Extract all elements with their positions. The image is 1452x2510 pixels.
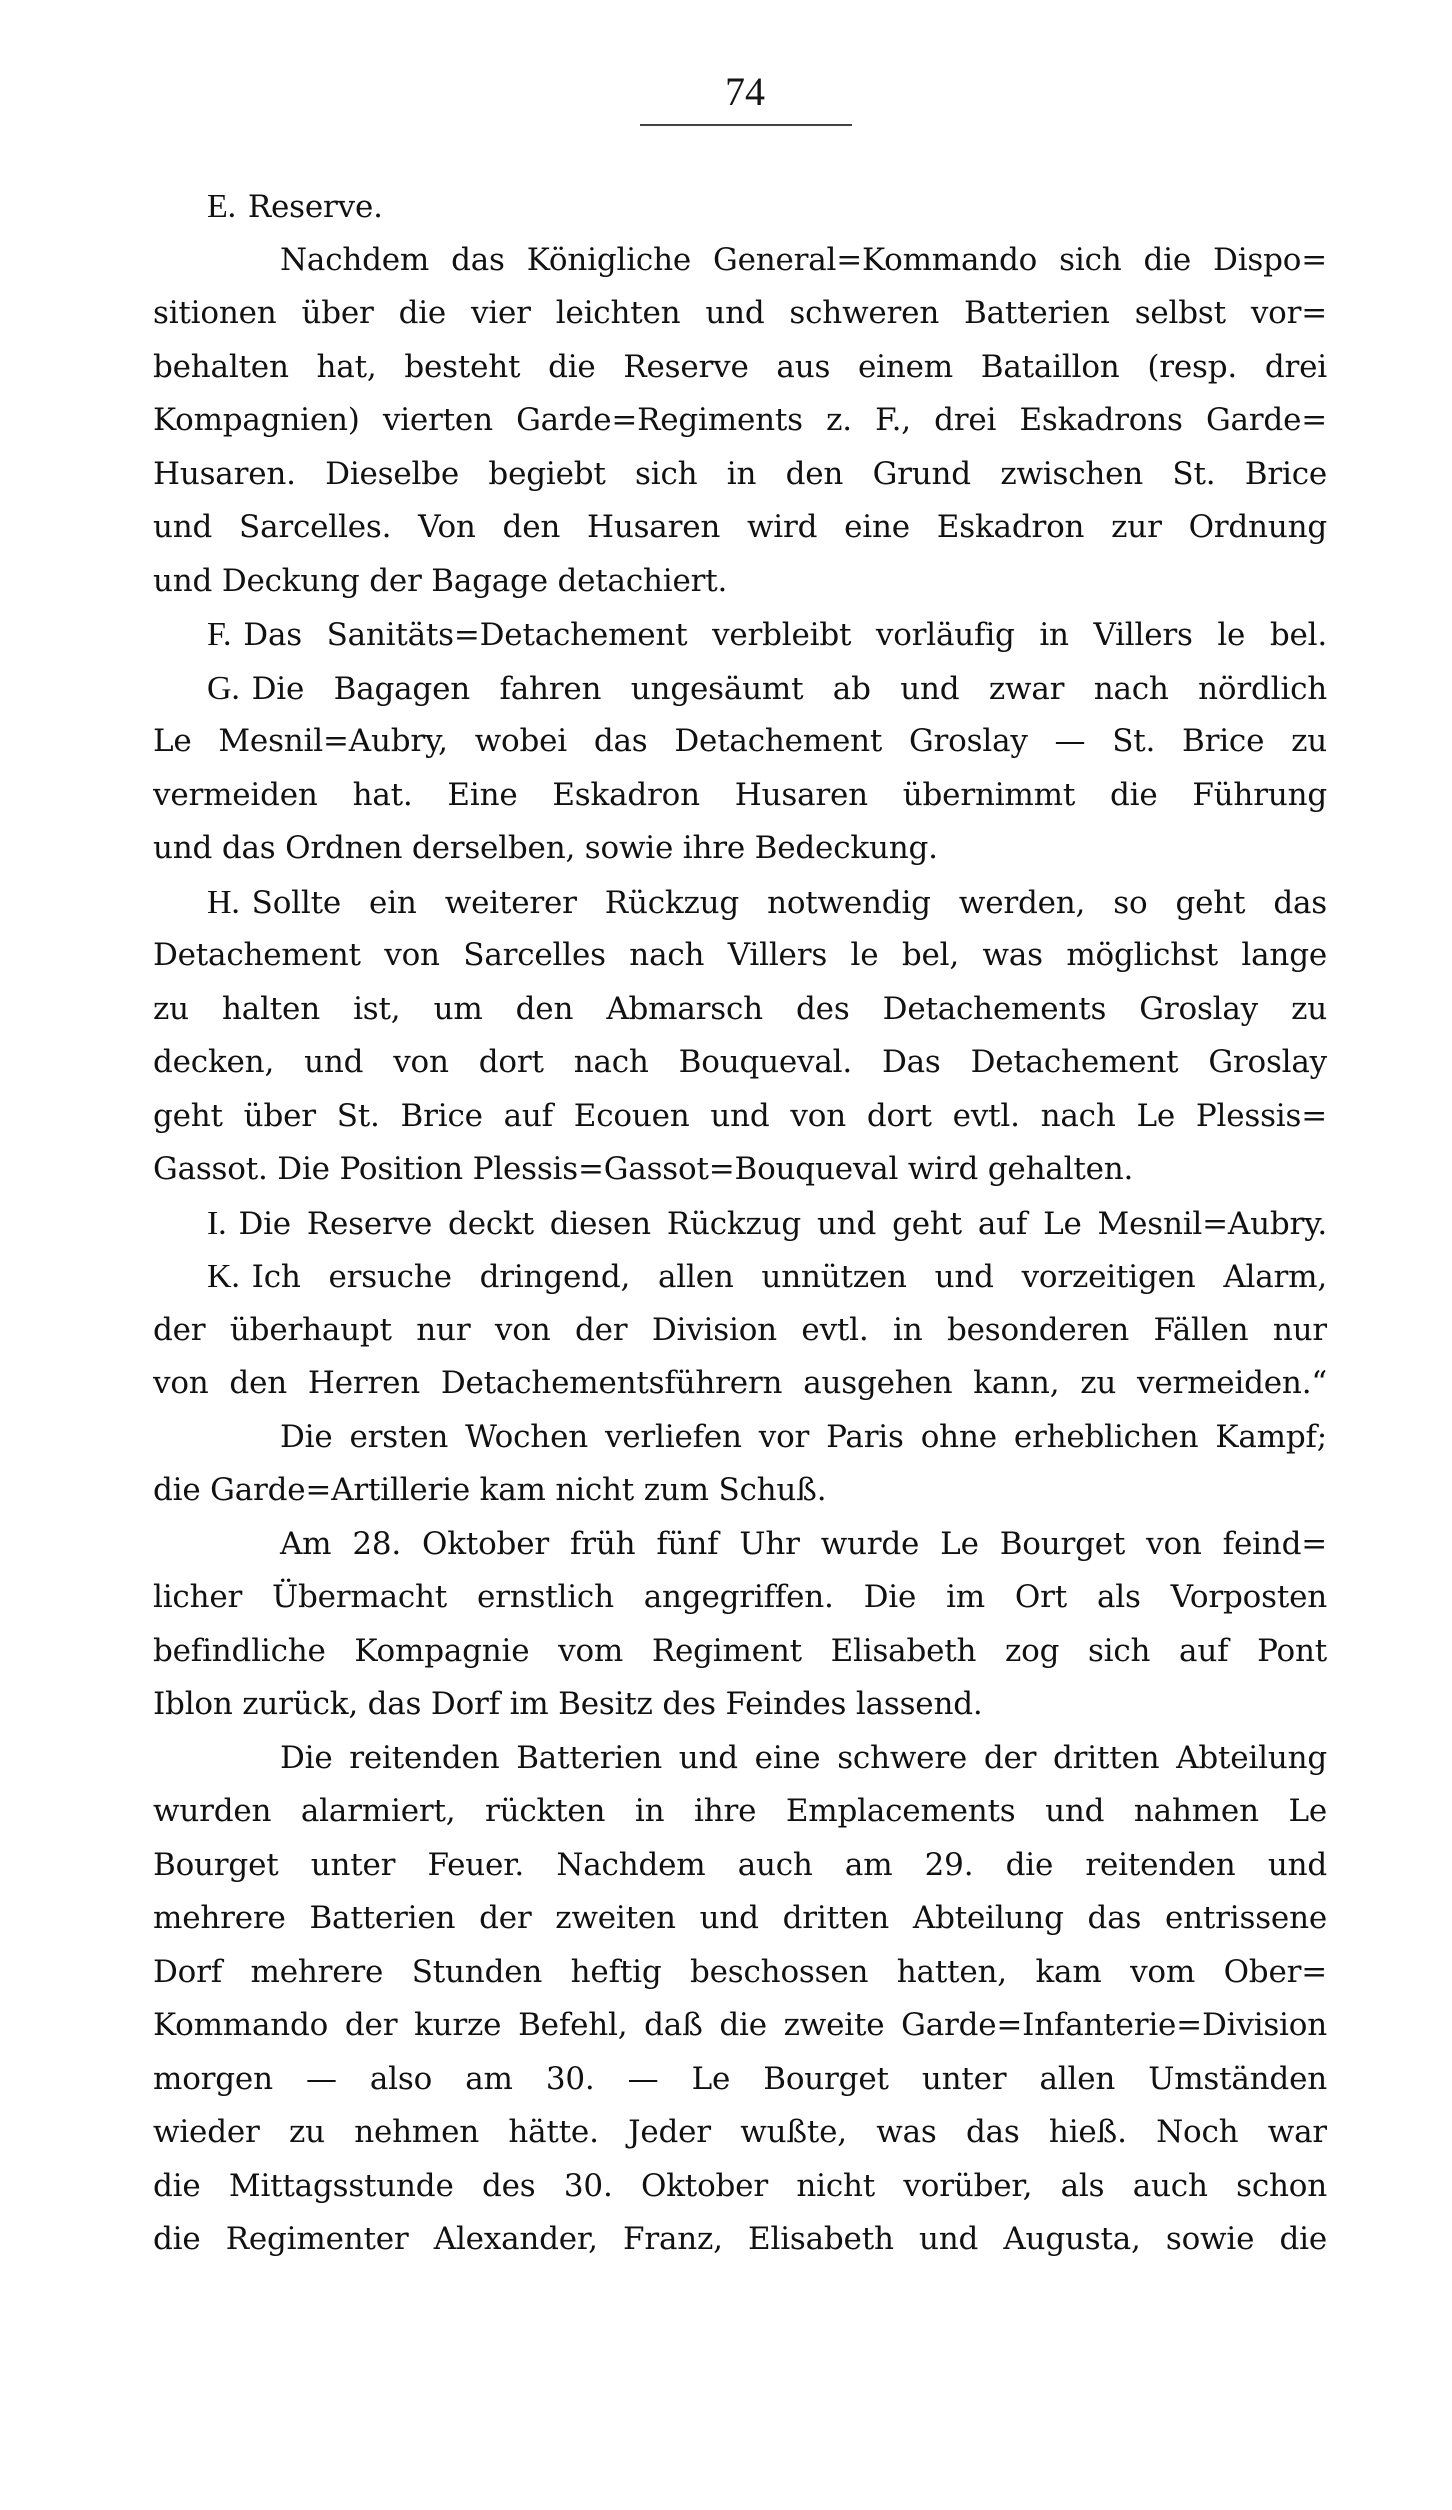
line-text: decken, und von dort nach Bouqueval. Das Detachement Groslay [153, 1044, 1327, 1080]
text-line [153, 1411, 1327, 1465]
line-text: befindliche Kompagnie vom Regiment Elisabeth zog sich auf Pont [153, 1632, 1327, 1669]
line-text: Le Mesnil=Aubry, wobei das Detachement Groslay — St. Brice zu [153, 723, 1327, 759]
text-line [153, 1999, 1327, 2053]
line-text: morgen — also am 30. — Le Bourget unter allen Umständen [153, 2060, 1327, 2097]
line-text: Dorf mehrere Stunden heftig beschossen hatten, kam vom Ober= [153, 1953, 1327, 1990]
text-line [153, 234, 1327, 288]
line-text: Nachdem das Königliche General=Kommando sich die Dispo= [280, 241, 1327, 278]
line-text: und das Ordnen derselben, sowie ihre Bedeckung. [153, 830, 938, 866]
text-line [153, 1197, 1327, 1251]
text-line [153, 715, 1327, 769]
line-text: die Mittagsstunde des 30. Oktober nicht vorüber, als auch schon [153, 2167, 1327, 2204]
line-text: von den Herren Detachementsführern ausgehen kann, zu vermeiden.“ [153, 1365, 1327, 1401]
line-text: Das Sanitäts=Detachement verbleibt vorläufig in Villers le bel. [243, 617, 1327, 653]
section-e [153, 180, 1327, 608]
line-text: wurden alarmiert, rückten in ihre Emplacements und nahmen Le [153, 1793, 1327, 1829]
text-line [153, 662, 1327, 716]
line-text: Die ersten Wochen verliefen vor Paris ohne erheblichen Kampf; [280, 1418, 1327, 1455]
line-text: die Regimenter Alexander, Franz, Elisabeth und Augusta, sowie die [153, 2221, 1327, 2257]
body-text [153, 180, 1327, 2267]
line-text: zu halten ist, um den Abmarsch des Detachements Groslay zu [153, 990, 1327, 1027]
text-line [153, 1625, 1327, 1679]
section-i [153, 1197, 1327, 1251]
line-text: behalten hat, besteht die Reserve aus einem Bataillon (resp. drei [153, 348, 1327, 385]
paragraph [153, 1732, 1327, 2267]
text-line [153, 448, 1327, 502]
line-text: die Garde=Artillerie kam nicht zum Schuß. [153, 1472, 827, 1508]
header-rule [640, 124, 852, 126]
text-line [153, 341, 1327, 395]
text-line [153, 1518, 1327, 1572]
text-line [153, 1678, 1327, 1732]
line-text: Kompagnien) vierten Garde=Regiments z. F., drei Eskadrons Garde= [153, 402, 1327, 438]
text-line [153, 555, 1327, 609]
text-line [153, 876, 1327, 930]
line-text: sitionen über die vier leichten und schweren Batterien selbst vor= [153, 295, 1327, 331]
text-line [153, 1839, 1327, 1893]
text-line [153, 1143, 1327, 1197]
text-line [153, 394, 1327, 448]
section-h [153, 876, 1327, 1197]
section-g [153, 662, 1327, 876]
text-line [153, 608, 1327, 662]
text-line [153, 1892, 1327, 1946]
text-line [153, 929, 1327, 983]
line-text: Die reitenden Batterien und eine schwere der dritten Abteilung [280, 1739, 1327, 1776]
line-text: und Sarcelles. Von den Husaren wird eine Eskadron zur Ordnung [153, 509, 1327, 545]
line-text: Die Bagagen fahren ungesäumt ab und zwar nach nördlich [251, 670, 1327, 707]
item-label: K. [207, 1258, 240, 1295]
text-line [153, 1357, 1327, 1411]
line-text: Detachement von Sarcelles nach Villers le bel, was möglichst lange [153, 937, 1327, 973]
line-text: und Deckung der Bagage detachiert. [153, 562, 728, 599]
text-line [153, 2053, 1327, 2107]
line-text: Sollte ein weiterer Rückzug notwendig werden, so geht das [251, 884, 1327, 921]
line-text: Gassot. Die Position Plessis=Gassot=Bouqueval wird gehalten. [153, 1151, 1134, 1187]
text-line [153, 2213, 1327, 2267]
text-line [153, 287, 1327, 341]
item-label: H. [207, 883, 240, 921]
line-text: Iblon zurück, das Dorf im Besitz des Feindes lassend. [153, 1686, 983, 1722]
text-line [153, 1036, 1327, 1090]
line-text: vermeiden hat. Eine Eskadron Husaren übernimmt die Führung [153, 776, 1327, 813]
line-text: Bourget unter Feuer. Nachdem auch am 29. die reitenden und [153, 1846, 1327, 1883]
line-text: mehrere Batterien der zweiten und dritten Abteilung das entrissene [153, 1900, 1327, 1936]
item-label: F. [207, 616, 232, 653]
line-text: wieder zu nehmen hätte. Jeder wußte, was das hieß. Noch war [153, 2114, 1327, 2150]
line-text: Ich ersuche dringend, allen unnützen und vorzeitigen Alarm, [251, 1259, 1327, 1295]
paragraph [153, 1518, 1327, 1732]
text-line [153, 1946, 1327, 2000]
section-k [153, 1250, 1327, 1411]
line-text: der überhaupt nur von der Division evtl. in besonderen Fällen nur [153, 1311, 1327, 1348]
text-line [153, 822, 1327, 876]
text-line [153, 983, 1327, 1037]
page-number: 74 [725, 69, 765, 114]
text-line [153, 1250, 1327, 1304]
item-label: G. [207, 669, 240, 707]
text-line [153, 1571, 1327, 1625]
line-text: Am 28. Oktober früh fünf Uhr wurde Le Bourget von feind= [280, 1525, 1327, 1562]
line-text: Reserve. [247, 189, 383, 225]
line-text: Husaren. Dieselbe begiebt sich in den Grund zwischen St. Brice [153, 455, 1327, 492]
text-line [153, 1304, 1327, 1358]
line-text: geht über St. Brice auf Ecouen und von dort evtl. nach Le Plessis= [153, 1097, 1327, 1134]
paragraph [153, 1411, 1327, 1518]
text-line [153, 1732, 1327, 1786]
line-text: licher Übermacht ernstlich angegriffen. Die im Ort als Vorposten [153, 1579, 1327, 1615]
line-text: Die Reserve deckt diesen Rückzug und geht auf Le Mesnil=Aubry. [238, 1205, 1327, 1242]
text-line [153, 180, 1327, 234]
text-line [153, 1785, 1327, 1839]
text-line [153, 769, 1327, 823]
line-text: Kommando der kurze Befehl, daß die zweite Garde=Infanterie=Division [153, 2007, 1327, 2043]
text-line [153, 2160, 1327, 2214]
item-label: E. [207, 188, 236, 225]
text-line [153, 1090, 1327, 1144]
text-line [153, 1464, 1327, 1518]
item-label: I. [207, 1204, 227, 1242]
text-line [153, 501, 1327, 555]
text-line [153, 2106, 1327, 2160]
section-f [153, 608, 1327, 662]
